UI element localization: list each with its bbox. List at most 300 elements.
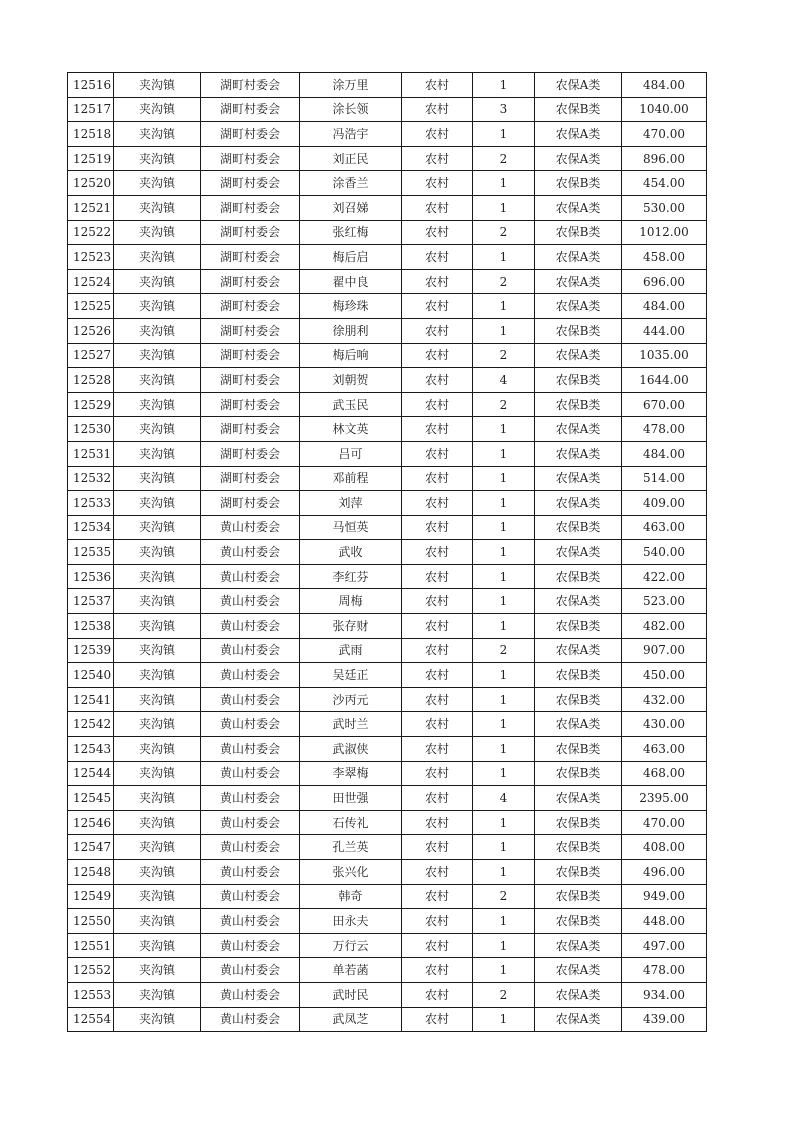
cell-member-count: 1	[473, 171, 535, 196]
cell-town: 夹沟镇	[114, 392, 201, 417]
cell-record-id: 12539	[68, 638, 114, 663]
cell-town: 夹沟镇	[114, 761, 201, 786]
cell-member-count: 4	[473, 368, 535, 393]
cell-town: 夹沟镇	[114, 122, 201, 147]
table-row	[68, 958, 707, 983]
cell-village-committee: 黄山村委会	[201, 737, 300, 762]
cell-town: 夹沟镇	[114, 343, 201, 368]
cell-amount: 458.00	[622, 245, 707, 270]
cell-household-type: 农村	[402, 245, 473, 270]
table-row	[68, 810, 707, 835]
cell-village-committee: 湖町村委会	[201, 466, 300, 491]
cell-amount: 1012.00	[622, 220, 707, 245]
cell-name: 涂香兰	[300, 171, 402, 196]
cell-household-type: 农村	[402, 933, 473, 958]
cell-village-committee: 黄山村委会	[201, 884, 300, 909]
cell-town: 夹沟镇	[114, 958, 201, 983]
cell-record-id: 12529	[68, 392, 114, 417]
cell-member-count: 1	[473, 318, 535, 343]
table-row	[68, 786, 707, 811]
cell-insurance-category: 农保A类	[535, 122, 622, 147]
cell-amount: 2395.00	[622, 786, 707, 811]
cell-insurance-category: 农保B类	[535, 687, 622, 712]
cell-village-committee: 湖町村委会	[201, 318, 300, 343]
cell-household-type: 农村	[402, 860, 473, 885]
table-row	[68, 614, 707, 639]
cell-member-count: 1	[473, 958, 535, 983]
cell-amount: 470.00	[622, 810, 707, 835]
cell-member-count: 1	[473, 564, 535, 589]
cell-amount: 422.00	[622, 564, 707, 589]
table-row	[68, 933, 707, 958]
cell-village-committee: 黄山村委会	[201, 614, 300, 639]
cell-village-committee: 黄山村委会	[201, 712, 300, 737]
cell-town: 夹沟镇	[114, 737, 201, 762]
table-row	[68, 687, 707, 712]
table-row	[68, 737, 707, 762]
cell-town: 夹沟镇	[114, 441, 201, 466]
cell-town: 夹沟镇	[114, 368, 201, 393]
cell-insurance-category: 农保B类	[535, 737, 622, 762]
cell-town: 夹沟镇	[114, 786, 201, 811]
cell-name: 武时兰	[300, 712, 402, 737]
cell-insurance-category: 农保B类	[535, 515, 622, 540]
cell-village-committee: 湖町村委会	[201, 73, 300, 98]
cell-village-committee: 黄山村委会	[201, 761, 300, 786]
cell-town: 夹沟镇	[114, 220, 201, 245]
cell-insurance-category: 农保A类	[535, 441, 622, 466]
cell-member-count: 1	[473, 122, 535, 147]
table-row	[68, 884, 707, 909]
cell-town: 夹沟镇	[114, 835, 201, 860]
cell-household-type: 农村	[402, 687, 473, 712]
cell-insurance-category: 农保A类	[535, 146, 622, 171]
cell-village-committee: 湖町村委会	[201, 97, 300, 122]
cell-household-type: 农村	[402, 195, 473, 220]
cell-village-committee: 湖町村委会	[201, 392, 300, 417]
cell-insurance-category: 农保A类	[535, 1007, 622, 1032]
table-row	[68, 392, 707, 417]
cell-insurance-category: 农保B类	[535, 835, 622, 860]
cell-household-type: 农村	[402, 122, 473, 147]
cell-amount: 409.00	[622, 491, 707, 516]
cell-name: 涂长领	[300, 97, 402, 122]
cell-amount: 496.00	[622, 860, 707, 885]
table-row	[68, 491, 707, 516]
cell-amount: 896.00	[622, 146, 707, 171]
table-row	[68, 368, 707, 393]
cell-household-type: 农村	[402, 171, 473, 196]
cell-member-count: 1	[473, 860, 535, 885]
table-row	[68, 589, 707, 614]
cell-household-type: 农村	[402, 318, 473, 343]
table-body	[68, 73, 707, 1032]
cell-household-type: 农村	[402, 958, 473, 983]
cell-village-committee: 黄山村委会	[201, 933, 300, 958]
cell-village-committee: 黄山村委会	[201, 540, 300, 565]
cell-record-id: 12525	[68, 294, 114, 319]
cell-town: 夹沟镇	[114, 491, 201, 516]
cell-amount: 696.00	[622, 269, 707, 294]
cell-record-id: 12532	[68, 466, 114, 491]
cell-name: 邓前程	[300, 466, 402, 491]
cell-town: 夹沟镇	[114, 810, 201, 835]
cell-record-id: 12540	[68, 663, 114, 688]
cell-town: 夹沟镇	[114, 884, 201, 909]
cell-record-id: 12537	[68, 589, 114, 614]
cell-insurance-category: 农保B类	[535, 97, 622, 122]
cell-village-committee: 湖町村委会	[201, 171, 300, 196]
cell-record-id: 12524	[68, 269, 114, 294]
cell-record-id: 12546	[68, 810, 114, 835]
cell-name: 武淑侠	[300, 737, 402, 762]
table-row	[68, 515, 707, 540]
cell-record-id: 12554	[68, 1007, 114, 1032]
cell-record-id: 12536	[68, 564, 114, 589]
cell-village-committee: 黄山村委会	[201, 835, 300, 860]
cell-name: 徐朋利	[300, 318, 402, 343]
cell-village-committee: 黄山村委会	[201, 860, 300, 885]
cell-member-count: 1	[473, 417, 535, 442]
cell-name: 刘朝贺	[300, 368, 402, 393]
cell-record-id: 12516	[68, 73, 114, 98]
cell-insurance-category: 农保A类	[535, 638, 622, 663]
cell-village-committee: 黄山村委会	[201, 1007, 300, 1032]
table-row	[68, 269, 707, 294]
table-row	[68, 663, 707, 688]
cell-member-count: 1	[473, 245, 535, 270]
cell-name: 梅后响	[300, 343, 402, 368]
cell-amount: 1644.00	[622, 368, 707, 393]
cell-household-type: 农村	[402, 614, 473, 639]
cell-member-count: 1	[473, 73, 535, 98]
cell-member-count: 1	[473, 737, 535, 762]
cell-name: 周梅	[300, 589, 402, 614]
cell-amount: 408.00	[622, 835, 707, 860]
cell-insurance-category: 农保B类	[535, 368, 622, 393]
cell-member-count: 1	[473, 441, 535, 466]
cell-amount: 478.00	[622, 417, 707, 442]
cell-village-committee: 黄山村委会	[201, 589, 300, 614]
cell-village-committee: 湖町村委会	[201, 220, 300, 245]
cell-member-count: 2	[473, 982, 535, 1007]
cell-record-id: 12552	[68, 958, 114, 983]
cell-amount: 934.00	[622, 982, 707, 1007]
cell-name: 韩奇	[300, 884, 402, 909]
table-row	[68, 1007, 707, 1032]
cell-member-count: 1	[473, 491, 535, 516]
cell-amount: 448.00	[622, 909, 707, 934]
cell-village-committee: 黄山村委会	[201, 810, 300, 835]
cell-record-id: 12530	[68, 417, 114, 442]
cell-household-type: 农村	[402, 589, 473, 614]
cell-town: 夹沟镇	[114, 1007, 201, 1032]
cell-insurance-category: 农保B类	[535, 663, 622, 688]
cell-amount: 949.00	[622, 884, 707, 909]
cell-member-count: 4	[473, 786, 535, 811]
cell-member-count: 1	[473, 466, 535, 491]
table-row	[68, 835, 707, 860]
cell-amount: 540.00	[622, 540, 707, 565]
cell-record-id: 12522	[68, 220, 114, 245]
cell-name: 石传礼	[300, 810, 402, 835]
cell-insurance-category: 农保A类	[535, 73, 622, 98]
cell-record-id: 12533	[68, 491, 114, 516]
cell-name: 梅后启	[300, 245, 402, 270]
table-row	[68, 761, 707, 786]
cell-household-type: 农村	[402, 343, 473, 368]
cell-household-type: 农村	[402, 982, 473, 1007]
table-row	[68, 195, 707, 220]
table-row	[68, 73, 707, 98]
table-row	[68, 466, 707, 491]
cell-amount: 468.00	[622, 761, 707, 786]
cell-name: 单若菡	[300, 958, 402, 983]
cell-insurance-category: 农保A类	[535, 195, 622, 220]
cell-member-count: 1	[473, 933, 535, 958]
cell-village-committee: 黄山村委会	[201, 958, 300, 983]
cell-amount: 450.00	[622, 663, 707, 688]
cell-name: 梅珍珠	[300, 294, 402, 319]
cell-record-id: 12543	[68, 737, 114, 762]
cell-insurance-category: 农保B类	[535, 220, 622, 245]
cell-insurance-category: 农保A类	[535, 417, 622, 442]
cell-household-type: 农村	[402, 491, 473, 516]
cell-household-type: 农村	[402, 638, 473, 663]
cell-household-type: 农村	[402, 441, 473, 466]
cell-name: 张兴化	[300, 860, 402, 885]
cell-name: 沙丙元	[300, 687, 402, 712]
cell-insurance-category: 农保A类	[535, 466, 622, 491]
cell-amount: 523.00	[622, 589, 707, 614]
cell-member-count: 3	[473, 97, 535, 122]
cell-insurance-category: 农保A类	[535, 589, 622, 614]
cell-name: 翟中良	[300, 269, 402, 294]
cell-household-type: 农村	[402, 712, 473, 737]
cell-town: 夹沟镇	[114, 663, 201, 688]
cell-member-count: 1	[473, 810, 535, 835]
cell-name: 孔兰英	[300, 835, 402, 860]
table-row	[68, 343, 707, 368]
cell-household-type: 农村	[402, 786, 473, 811]
cell-town: 夹沟镇	[114, 171, 201, 196]
cell-amount: 514.00	[622, 466, 707, 491]
cell-insurance-category: 农保A类	[535, 294, 622, 319]
cell-amount: 470.00	[622, 122, 707, 147]
cell-amount: 430.00	[622, 712, 707, 737]
cell-member-count: 1	[473, 761, 535, 786]
cell-member-count: 1	[473, 909, 535, 934]
table-row	[68, 712, 707, 737]
cell-household-type: 农村	[402, 884, 473, 909]
table-row	[68, 97, 707, 122]
cell-town: 夹沟镇	[114, 589, 201, 614]
cell-member-count: 1	[473, 712, 535, 737]
cell-amount: 463.00	[622, 515, 707, 540]
cell-name: 武凤芝	[300, 1007, 402, 1032]
cell-name: 涂万里	[300, 73, 402, 98]
cell-record-id: 12551	[68, 933, 114, 958]
cell-household-type: 农村	[402, 540, 473, 565]
cell-household-type: 农村	[402, 368, 473, 393]
cell-village-committee: 湖町村委会	[201, 195, 300, 220]
cell-town: 夹沟镇	[114, 417, 201, 442]
cell-member-count: 1	[473, 294, 535, 319]
cell-amount: 439.00	[622, 1007, 707, 1032]
data-table	[67, 72, 707, 1032]
cell-member-count: 1	[473, 589, 535, 614]
cell-household-type: 农村	[402, 97, 473, 122]
table-row	[68, 146, 707, 171]
cell-household-type: 农村	[402, 392, 473, 417]
table-row	[68, 982, 707, 1007]
cell-household-type: 农村	[402, 466, 473, 491]
cell-record-id: 12547	[68, 835, 114, 860]
cell-household-type: 农村	[402, 269, 473, 294]
cell-amount: 670.00	[622, 392, 707, 417]
cell-household-type: 农村	[402, 417, 473, 442]
cell-household-type: 农村	[402, 73, 473, 98]
cell-member-count: 2	[473, 269, 535, 294]
cell-member-count: 2	[473, 392, 535, 417]
cell-town: 夹沟镇	[114, 860, 201, 885]
cell-amount: 484.00	[622, 294, 707, 319]
cell-town: 夹沟镇	[114, 195, 201, 220]
table-row	[68, 122, 707, 147]
cell-record-id: 12527	[68, 343, 114, 368]
cell-insurance-category: 农保A类	[535, 958, 622, 983]
cell-household-type: 农村	[402, 810, 473, 835]
cell-household-type: 农村	[402, 737, 473, 762]
cell-household-type: 农村	[402, 294, 473, 319]
table-row	[68, 294, 707, 319]
cell-town: 夹沟镇	[114, 318, 201, 343]
cell-name: 武收	[300, 540, 402, 565]
cell-member-count: 1	[473, 515, 535, 540]
cell-member-count: 1	[473, 195, 535, 220]
cell-insurance-category: 农保B类	[535, 318, 622, 343]
cell-household-type: 农村	[402, 835, 473, 860]
cell-insurance-category: 农保B类	[535, 761, 622, 786]
table-row	[68, 564, 707, 589]
cell-member-count: 1	[473, 614, 535, 639]
cell-insurance-category: 农保B类	[535, 884, 622, 909]
cell-name: 刘萍	[300, 491, 402, 516]
cell-name: 武时民	[300, 982, 402, 1007]
cell-amount: 907.00	[622, 638, 707, 663]
cell-village-committee: 黄山村委会	[201, 786, 300, 811]
cell-member-count: 1	[473, 687, 535, 712]
cell-name: 武玉民	[300, 392, 402, 417]
cell-name: 冯浩宇	[300, 122, 402, 147]
cell-name: 张存财	[300, 614, 402, 639]
cell-insurance-category: 农保A类	[535, 712, 622, 737]
cell-household-type: 农村	[402, 909, 473, 934]
cell-name: 田世强	[300, 786, 402, 811]
cell-insurance-category: 农保B类	[535, 614, 622, 639]
cell-record-id: 12523	[68, 245, 114, 270]
cell-record-id: 12520	[68, 171, 114, 196]
table-row	[68, 245, 707, 270]
cell-name: 林文英	[300, 417, 402, 442]
cell-record-id: 12538	[68, 614, 114, 639]
cell-amount: 1040.00	[622, 97, 707, 122]
cell-village-committee: 黄山村委会	[201, 982, 300, 1007]
cell-amount: 432.00	[622, 687, 707, 712]
cell-record-id: 12548	[68, 860, 114, 885]
cell-record-id: 12519	[68, 146, 114, 171]
cell-insurance-category: 农保A类	[535, 269, 622, 294]
cell-record-id: 12542	[68, 712, 114, 737]
cell-amount: 484.00	[622, 73, 707, 98]
cell-town: 夹沟镇	[114, 245, 201, 270]
cell-town: 夹沟镇	[114, 515, 201, 540]
cell-household-type: 农村	[402, 220, 473, 245]
cell-village-committee: 湖町村委会	[201, 122, 300, 147]
cell-household-type: 农村	[402, 515, 473, 540]
cell-village-committee: 黄山村委会	[201, 638, 300, 663]
cell-insurance-category: 农保B类	[535, 810, 622, 835]
cell-village-committee: 湖町村委会	[201, 146, 300, 171]
cell-record-id: 12518	[68, 122, 114, 147]
cell-insurance-category: 农保B类	[535, 860, 622, 885]
cell-insurance-category: 农保A类	[535, 933, 622, 958]
cell-member-count: 2	[473, 146, 535, 171]
cell-insurance-category: 农保B类	[535, 171, 622, 196]
cell-household-type: 农村	[402, 663, 473, 688]
cell-amount: 484.00	[622, 441, 707, 466]
cell-insurance-category: 农保B类	[535, 564, 622, 589]
table-row	[68, 441, 707, 466]
cell-village-committee: 湖町村委会	[201, 417, 300, 442]
cell-amount: 444.00	[622, 318, 707, 343]
cell-town: 夹沟镇	[114, 712, 201, 737]
cell-town: 夹沟镇	[114, 294, 201, 319]
cell-member-count: 2	[473, 884, 535, 909]
cell-town: 夹沟镇	[114, 73, 201, 98]
cell-member-count: 1	[473, 540, 535, 565]
cell-name: 万行云	[300, 933, 402, 958]
table-row	[68, 909, 707, 934]
cell-name: 吴廷正	[300, 663, 402, 688]
cell-village-committee: 湖町村委会	[201, 491, 300, 516]
cell-amount: 478.00	[622, 958, 707, 983]
table-row	[68, 638, 707, 663]
cell-village-committee: 黄山村委会	[201, 564, 300, 589]
cell-town: 夹沟镇	[114, 564, 201, 589]
cell-amount: 454.00	[622, 171, 707, 196]
cell-insurance-category: 农保A类	[535, 245, 622, 270]
cell-record-id: 12526	[68, 318, 114, 343]
cell-record-id: 12535	[68, 540, 114, 565]
cell-village-committee: 黄山村委会	[201, 663, 300, 688]
cell-member-count: 1	[473, 663, 535, 688]
cell-member-count: 1	[473, 1007, 535, 1032]
cell-insurance-category: 农保A类	[535, 786, 622, 811]
cell-record-id: 12544	[68, 761, 114, 786]
cell-amount: 463.00	[622, 737, 707, 762]
cell-village-committee: 湖町村委会	[201, 245, 300, 270]
cell-insurance-category: 农保B类	[535, 909, 622, 934]
cell-name: 刘正民	[300, 146, 402, 171]
cell-name: 李翠梅	[300, 761, 402, 786]
cell-record-id: 12517	[68, 97, 114, 122]
cell-member-count: 1	[473, 835, 535, 860]
table-row	[68, 220, 707, 245]
cell-village-committee: 湖町村委会	[201, 441, 300, 466]
cell-record-id: 12531	[68, 441, 114, 466]
cell-amount: 1035.00	[622, 343, 707, 368]
